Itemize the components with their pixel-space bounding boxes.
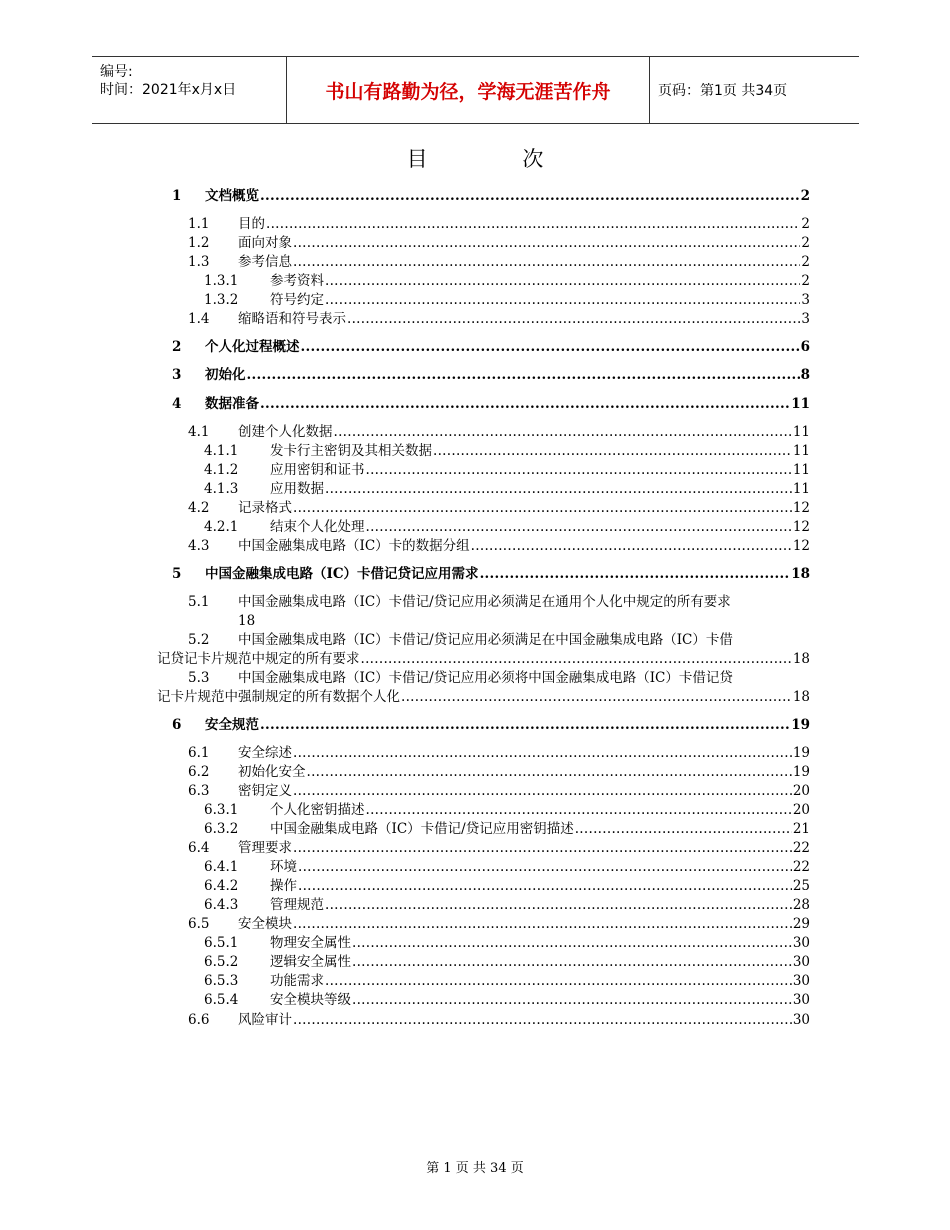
toc-entry-body	[270, 953, 810, 972]
toc-number: 6.3.2	[204, 821, 239, 837]
toc-number: 4.1.1	[204, 443, 239, 459]
toc-number: 5.3	[188, 670, 210, 686]
toc-entry[interactable]	[0, 499, 950, 518]
toc-entry[interactable]	[0, 480, 950, 499]
toc-page: 30	[792, 1012, 810, 1028]
toc-entry-body	[270, 480, 810, 499]
toc-number: 6.4.3	[204, 897, 239, 913]
toc-entry[interactable]	[0, 763, 950, 782]
toc-text: 安全综述	[238, 745, 292, 761]
toc-text: 参考信息	[238, 254, 292, 270]
toc-entry-body	[238, 782, 810, 801]
toc-entry-body	[270, 877, 810, 896]
toc-entry[interactable]	[0, 461, 950, 480]
toc-leader	[298, 858, 792, 877]
toc-entry[interactable]	[0, 877, 950, 896]
toc-entry[interactable]	[0, 395, 950, 414]
toc-text: 参考资料	[270, 273, 324, 289]
toc-entry[interactable]	[0, 934, 950, 953]
toc-page: 22	[792, 840, 810, 856]
toc-page: 6	[800, 339, 810, 355]
toc-entry[interactable]	[0, 253, 950, 272]
toc-leader	[247, 366, 800, 385]
toc-number: 4.1	[188, 424, 210, 440]
toc-entry-body	[270, 820, 810, 839]
toc-leader	[293, 499, 792, 518]
toc-text: 文档概览	[205, 188, 259, 204]
toc-leader	[293, 253, 800, 272]
toc-page: 2	[801, 273, 810, 289]
toc-text: 面向对象	[238, 235, 292, 251]
toc-text: 物理安全属性	[270, 935, 351, 951]
toc-page: 11	[792, 462, 810, 478]
toc-page: 19	[792, 745, 810, 761]
toc-entry[interactable]	[0, 423, 950, 442]
toc-entry-body	[270, 291, 810, 310]
toc-text: 逻辑安全属性	[270, 954, 351, 970]
toc-page: 30	[792, 954, 810, 970]
toc-number: 6.5	[188, 916, 210, 932]
toc-entry-body	[238, 499, 810, 518]
toc-entry-body	[270, 461, 810, 480]
toc-entry[interactable]	[0, 1011, 950, 1030]
toc-entry-body	[270, 858, 810, 877]
toc-page: 18	[791, 566, 810, 582]
toc-leader	[352, 934, 792, 953]
toc-entry[interactable]	[0, 801, 950, 820]
toc-number: 4.1.3	[204, 481, 239, 497]
toc-page: 2	[801, 235, 810, 251]
toc-number: 6.4.2	[204, 878, 239, 894]
toc-entry-body	[270, 801, 810, 820]
toc-leader	[334, 423, 792, 442]
toc-page: 30	[792, 935, 810, 951]
toc-entry-body	[238, 253, 810, 272]
toc-text-line2: 记贷记卡片规范中规定的所有要求	[157, 651, 360, 667]
header-page-cell	[650, 57, 859, 123]
toc-entry[interactable]	[0, 820, 950, 839]
page-footer: 第 1 页 共 34 页	[426, 1161, 524, 1176]
page-header	[92, 56, 859, 124]
toc-leader	[366, 518, 792, 537]
toc-entry-body	[270, 934, 810, 953]
toc-text: 创建个人化数据	[238, 424, 333, 440]
toc-entry-body	[205, 565, 810, 584]
toc-leader	[293, 782, 792, 801]
toc-leader	[575, 820, 792, 839]
toc-leader	[325, 272, 800, 291]
toc-entry-body	[238, 1011, 810, 1030]
toc-entry[interactable]	[0, 291, 950, 310]
toc-page: 21	[792, 821, 810, 837]
toc-entry[interactable]	[0, 518, 950, 537]
toc-page: 18	[238, 613, 256, 629]
toc-text: 环境	[270, 859, 297, 875]
toc-text: 数据准备	[205, 396, 259, 412]
toc-entry-body	[205, 366, 810, 385]
toc-entry-body	[238, 744, 810, 763]
toc-entry-body	[238, 310, 810, 329]
toc-number: 6.5.3	[204, 973, 239, 989]
toc-number: 6.3.1	[204, 802, 239, 818]
toc-number: 4	[172, 396, 182, 412]
toc-entry[interactable]	[0, 565, 950, 584]
page-title: 目 次	[406, 147, 588, 171]
toc-number: 3	[172, 367, 182, 383]
toc-page: 11	[792, 424, 810, 440]
toc-entry[interactable]	[0, 366, 950, 385]
header-meta-cell	[92, 57, 287, 123]
toc-text: 记录格式	[238, 500, 292, 516]
toc-text: 缩略语和符号表示	[238, 311, 346, 327]
toc-number: 5.1	[188, 594, 210, 610]
toc-number: 6	[172, 717, 182, 733]
toc-number: 4.2	[188, 500, 210, 516]
toc-leader	[325, 480, 792, 499]
toc-entry[interactable]	[0, 234, 950, 253]
toc-page: 30	[792, 992, 810, 1008]
toc-entry[interactable]	[0, 896, 950, 915]
toc-page: 12	[792, 500, 810, 516]
toc-leader	[352, 991, 792, 1010]
toc-number: 1.2	[188, 235, 210, 251]
toc-leader	[266, 215, 800, 234]
toc-text: 初始化安全	[238, 764, 306, 780]
toc-leader	[366, 801, 792, 820]
toc-entry[interactable]	[0, 972, 950, 991]
toc-entry[interactable]	[0, 915, 950, 934]
toc-text: 安全规范	[205, 717, 259, 733]
toc-number: 6.3	[188, 783, 210, 799]
toc-page: 25	[792, 878, 810, 894]
toc-leader	[361, 650, 792, 669]
toc-entry-body	[205, 338, 810, 357]
toc-entry-line2	[157, 688, 810, 707]
toc-number: 1.4	[188, 311, 210, 327]
toc-leader	[293, 1011, 792, 1030]
toc-text-line1: 中国金融集成电路（IC）卡借记/贷记应用必须满足在中国金融集成电路（IC）卡借	[238, 632, 733, 648]
toc-entry[interactable]	[0, 858, 950, 877]
toc-number: 1.1	[188, 216, 210, 232]
toc-leader	[260, 716, 790, 735]
toc-text: 密钥定义	[238, 783, 292, 799]
toc-page: 11	[791, 396, 810, 412]
toc-text: 目的	[238, 216, 265, 232]
toc-page: 30	[792, 973, 810, 989]
toc-text-line2: 记卡片规范中强制规定的所有数据个人化	[157, 689, 400, 705]
toc-entry[interactable]	[0, 991, 950, 1010]
toc-leader	[293, 915, 792, 934]
toc-text: 应用密钥和证书	[270, 462, 365, 478]
header-page-number: 页码：第1页 共34页	[658, 83, 788, 99]
toc-leader	[325, 291, 800, 310]
toc-text: 安全模块等级	[270, 992, 351, 1008]
toc-entry[interactable]	[0, 442, 950, 461]
toc-entry-body	[238, 839, 810, 858]
toc-leader	[307, 763, 792, 782]
toc-text: 安全模块	[238, 916, 292, 932]
toc-entry[interactable]	[0, 338, 950, 357]
toc-entry-body	[238, 915, 810, 934]
toc-page: 28	[792, 897, 810, 913]
toc-text: 初始化	[205, 367, 246, 383]
toc-page: 11	[792, 443, 810, 459]
toc-entry[interactable]	[0, 744, 950, 763]
toc-text: 中国金融集成电路（IC）卡的数据分组	[238, 538, 470, 554]
toc-page: 12	[792, 519, 810, 535]
toc-number: 6.6	[188, 1012, 210, 1028]
toc-leader	[480, 565, 791, 584]
toc-text: 中国金融集成电路（IC）卡借记/贷记应用必须满足在通用个人化中规定的所有要求	[238, 594, 731, 610]
toc-page: 18	[792, 651, 810, 667]
toc-text: 中国金融集成电路（IC）卡借记/贷记应用密钥描述	[270, 821, 574, 837]
toc-leader	[325, 896, 792, 915]
toc-number: 1.3.1	[204, 273, 239, 289]
toc-page: 20	[792, 802, 810, 818]
toc-entry-body	[205, 395, 810, 414]
toc-text: 操作	[270, 878, 297, 894]
toc-entry-body	[205, 187, 810, 206]
toc-entry-line2	[157, 650, 810, 669]
toc-number: 4.3	[188, 538, 210, 554]
toc-text: 应用数据	[270, 481, 324, 497]
toc-leader	[298, 877, 792, 896]
toc-leader	[401, 688, 792, 707]
toc-number: 6.4	[188, 840, 210, 856]
toc-entry[interactable]	[0, 272, 950, 291]
toc-entry-body	[270, 991, 810, 1010]
toc-number: 1.3.2	[204, 292, 239, 308]
toc-number: 4.2.1	[204, 519, 239, 535]
toc-number: 6.5.2	[204, 954, 239, 970]
toc-entry[interactable]	[0, 310, 950, 329]
toc-text: 个人化过程概述	[205, 339, 300, 355]
toc-text: 风险审计	[238, 1012, 292, 1028]
toc-number: 4.1.2	[204, 462, 239, 478]
toc-entry-body	[157, 688, 810, 707]
toc-entry-body	[157, 650, 810, 669]
doc-time-label: 时间：2021年x月x日	[100, 82, 237, 98]
toc-leader	[301, 338, 800, 357]
toc-entry-body	[238, 763, 810, 782]
toc-text: 管理要求	[238, 840, 292, 856]
toc-page: 2	[800, 188, 810, 204]
toc-text: 发卡行主密钥及其相关数据	[270, 443, 432, 459]
toc-entry-body	[205, 716, 810, 735]
toc-entry-body	[270, 972, 810, 991]
toc-leader	[347, 310, 800, 329]
header-motto: 书山有路勤为径，学海无涯苦作舟	[325, 80, 611, 103]
toc-entry-body	[238, 537, 810, 556]
toc-number: 6.5.4	[204, 992, 239, 1008]
toc-entry-body	[238, 234, 810, 253]
toc-leader	[471, 537, 792, 556]
toc-entry[interactable]	[0, 215, 950, 234]
toc-entry[interactable]	[0, 782, 950, 801]
toc-leader	[293, 744, 792, 763]
toc-page: 2	[801, 216, 810, 232]
toc-text-line1: 中国金融集成电路（IC）卡借记/贷记应用必须将中国金融集成电路（IC）卡借记贷	[238, 670, 733, 686]
toc-entry-body	[270, 272, 810, 291]
toc-page: 2	[801, 254, 810, 270]
toc-entry-body	[238, 423, 810, 442]
toc-text: 管理规范	[270, 897, 324, 913]
toc-entry-body	[270, 518, 810, 537]
toc-entry-body	[270, 442, 810, 461]
toc-number: 6.1	[188, 745, 210, 761]
toc-page: 11	[792, 481, 810, 497]
toc-page: 19	[791, 717, 810, 733]
toc-text: 结束个人化处理	[270, 519, 365, 535]
toc-page: 20	[792, 783, 810, 799]
toc-number: 6.4.1	[204, 859, 239, 875]
toc-number: 5.2	[188, 632, 210, 648]
toc-page: 3	[801, 292, 810, 308]
toc-number: 5	[172, 566, 182, 582]
toc-page: 3	[801, 311, 810, 327]
toc-number: 6.5.1	[204, 935, 239, 951]
toc-page: 22	[792, 859, 810, 875]
toc-number: 6.2	[188, 764, 210, 780]
toc-page: 12	[792, 538, 810, 554]
toc-leader	[260, 395, 790, 414]
toc-entry[interactable]	[0, 953, 950, 972]
toc-entry-body	[238, 215, 810, 234]
toc-text: 符号约定	[270, 292, 324, 308]
toc-page: 8	[800, 367, 810, 383]
toc-number: 1	[172, 188, 182, 204]
header-motto-cell	[287, 57, 650, 123]
toc-leader	[352, 953, 792, 972]
toc-leader	[325, 972, 792, 991]
toc-number: 2	[172, 339, 182, 355]
toc-page: 29	[792, 916, 810, 932]
toc-number: 1.3	[188, 254, 210, 270]
toc-leader	[260, 187, 800, 206]
toc-entry[interactable]	[0, 716, 950, 735]
toc-page: 19	[792, 764, 810, 780]
toc-text: 中国金融集成电路（IC）卡借记贷记应用需求	[205, 566, 479, 582]
toc-entry[interactable]	[0, 537, 950, 556]
toc-entry-body	[270, 896, 810, 915]
toc-leader	[293, 839, 792, 858]
toc-text: 个人化密钥描述	[270, 802, 365, 818]
toc-page: 18	[792, 689, 810, 705]
toc-text: 功能需求	[270, 973, 324, 989]
toc-entry[interactable]	[0, 187, 950, 206]
toc-leader	[293, 234, 800, 253]
toc-entry[interactable]	[0, 839, 950, 858]
toc-leader	[433, 442, 792, 461]
doc-number-label: 编号:	[100, 64, 133, 80]
toc-leader	[366, 461, 792, 480]
